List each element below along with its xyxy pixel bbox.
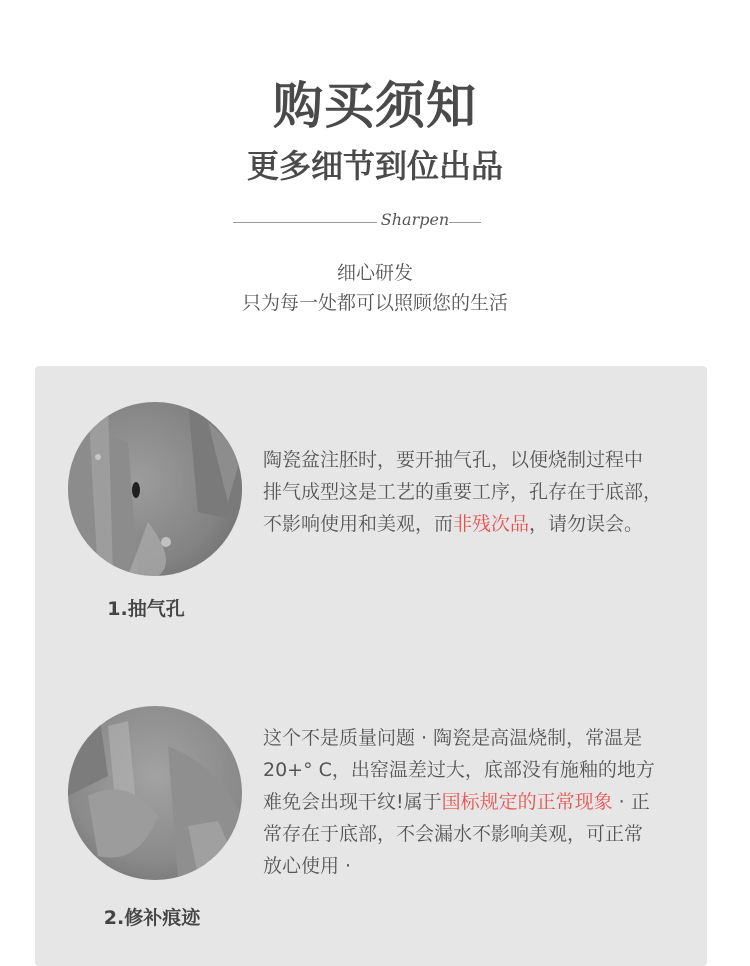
item-label: 2.修补痕迹 — [103, 907, 201, 929]
desc-line: 放心使用 · — [263, 855, 352, 877]
desc-line: 排气成型这是工艺的重要工序，孔存在于底部， — [263, 481, 663, 503]
item-description — [263, 444, 693, 540]
repair-trace-photo — [68, 706, 242, 880]
intro-line-1: 细心研发 — [336, 262, 413, 284]
item-label: 1.抽气孔 — [107, 598, 185, 620]
highlight-text: 非残次品 — [453, 513, 530, 535]
page-subtitle: 更多细节到位出品 — [246, 147, 503, 185]
desc-line: 这个不是质量问题 · 陶瓷是高温烧制，常温是 — [263, 727, 643, 749]
desc-line: 20+° C，出窑温差过大，底部没有施釉的地方 — [263, 759, 655, 781]
divider-line-right — [449, 222, 481, 223]
page-title: 购买须知 — [273, 77, 477, 135]
intro-line-2: 只为每一处都可以照顾您的生活 — [241, 292, 508, 314]
item-description — [263, 722, 693, 882]
air-hole-photo — [68, 402, 242, 576]
desc-line: 常存在于底部，不会漏水不影响美观，可正常 — [263, 823, 644, 845]
decorative-divider — [233, 202, 483, 242]
highlight-text: 国标规定的正常现象 — [441, 791, 613, 813]
desc-line: 陶瓷盆注胚时，要开抽气孔，以便烧制过程中 — [263, 449, 644, 471]
desc-line — [263, 508, 693, 540]
divider-line-left — [233, 222, 377, 223]
desc-text: ，请勿误会。 — [529, 513, 644, 535]
script-signature: Sharpen — [380, 210, 450, 229]
desc-text: 难免会出现干纹!属于 — [263, 791, 442, 813]
desc-line — [263, 786, 693, 818]
desc-text: 不影响使用和美观，而 — [263, 513, 454, 535]
desc-text: · 正 — [612, 791, 650, 813]
